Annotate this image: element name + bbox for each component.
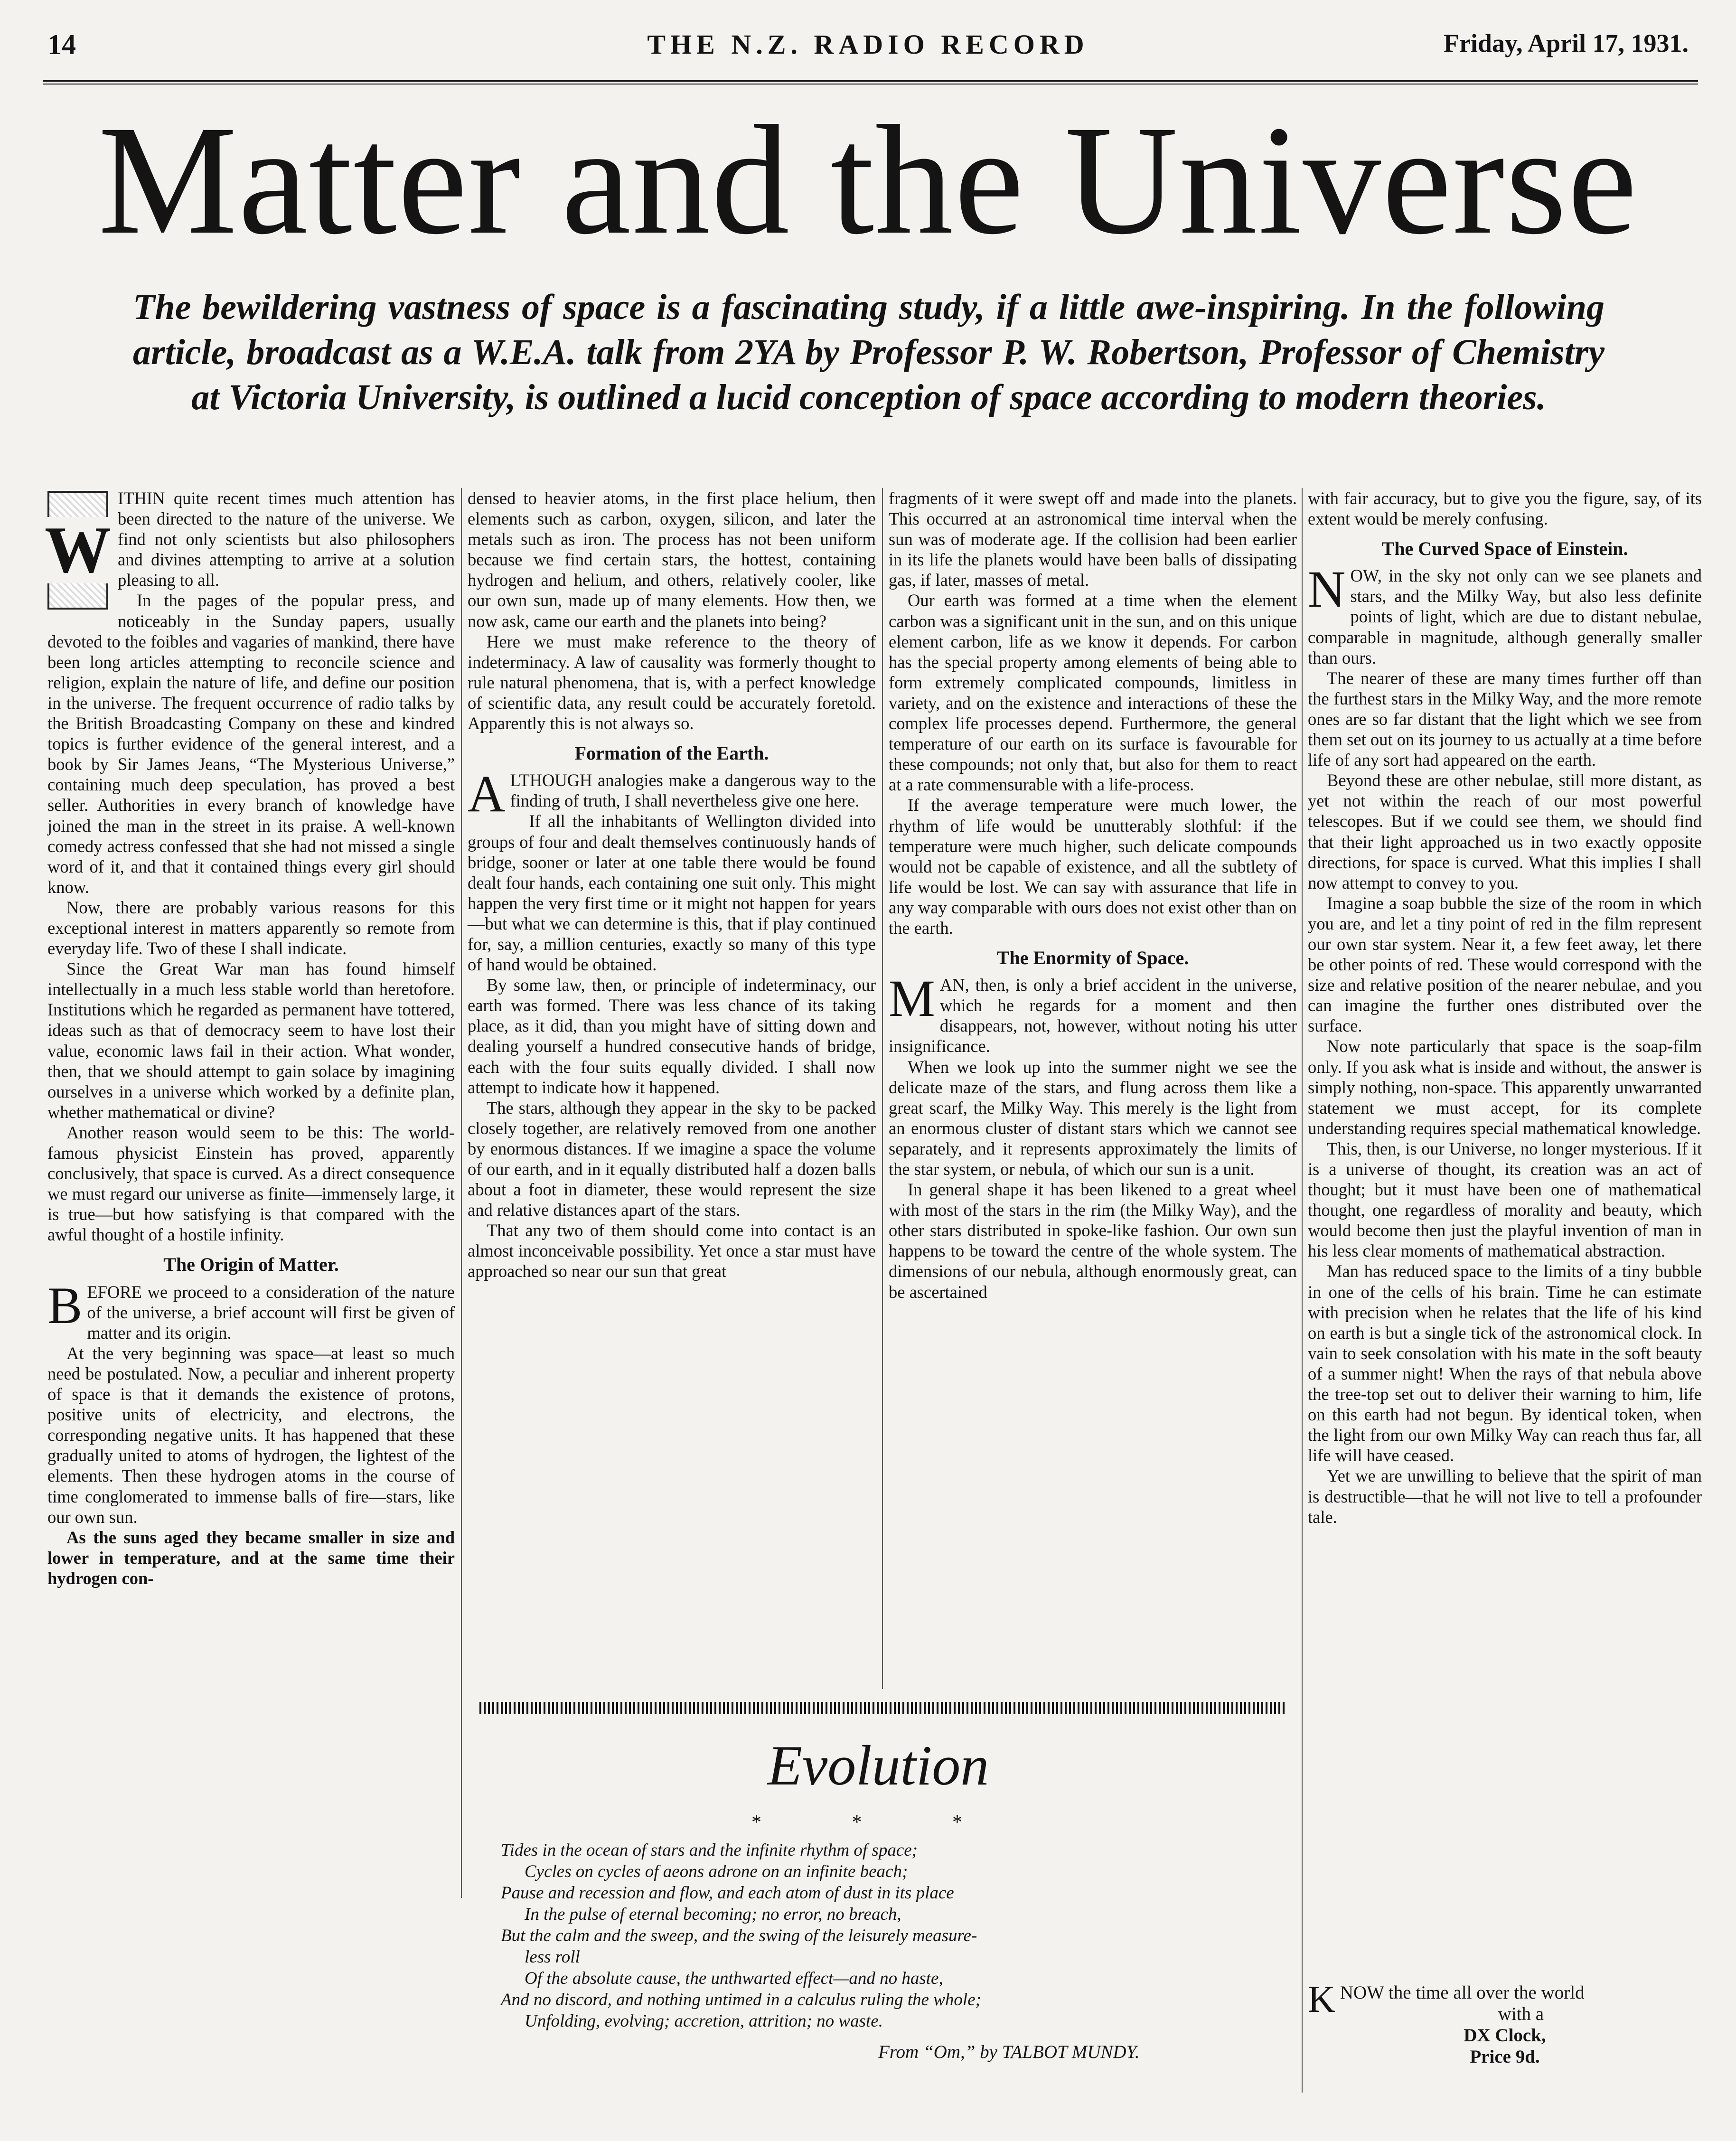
paragraph: Our earth was formed at a time when the element carbon was a significant unit in the sun, and on this unique element carbon, life as we know it depends. For carbon has the special property among elements of being able to form extremely complicated compounds, limitless in variety, and on the existence and interactions of these the complex life processes depend. Furthermore, the general temperature of our earth on its surface is favourable for these compounds; not only that, but also for them to react at a rate commensurable with a life-process. [889,591,1297,795]
column-rule [1302,488,1303,2093]
poem-line: Cycles on cycles of aeons adrone on an infinite beach; [525,1862,908,1881]
section-heading: Formation of the Earth. [574,742,769,764]
article-column-4 [1308,488,1702,1527]
poem-line: less roll [525,1947,580,1967]
paragraph: MAN, then, is only a brief accident in the universe, which he regards for a moment and then disappears, not, however, without noting his utter insignificance. [889,969,1297,1056]
poem-line: Pause and recession and flow, and each atom of dust in its place [501,1883,954,1903]
paragraph: ALTHOUGH analogies make a dangerous way to the finding of truth, I shall nevertheless give one here. [468,765,876,823]
paragraph: Man has reduced space to the limits of a tiny bubble in one of the cells of his brain. Time he can estimate with precision when he relates that the life of his kind on earth is but a single tick of the astronomical clock. In vain to seek consolation with his mate in the soft beauty of a summer night! When the rays of that nebula above the tree-top set out to deliver their warning to him, life on this earth had not begun. By identical token, when the light from our own Milky Way can reach thus far, all life will have ceased. [1308,1261,1702,1465]
section-heading: The Origin of Matter. [163,1254,339,1276]
paragraph: W ITHIN quite recent times much attention has been directed to the nature of the universe. We find not only scientists but also philosophers and divines attempting to arrive at a solution pleasing to all. [47,488,455,590]
article-column-2 [468,488,876,1282]
drop-cap: A [468,765,506,823]
paragraph: If all the inhabitants of Wellington divided into groups of four and dealt themselves continuously hands of bridge, sooner or later at one table there would be found dealt four hands, each containing one suit only. This might happen the very first time or it might not happen for years—but what we can determine is this, that if play continued for, say, a million centuries, exactly so many of this type of hand would be obtained. [468,811,876,975]
issue-date: Friday, April 17, 1931. [1443,29,1689,57]
poem-line: Of the absolute cause, the unthwarted effect—and no haste, [525,1969,943,1988]
paragraph: By some law, then, or principle of indeterminacy, our earth was formed. There was less chance of its taking place, as it did, than you might have of sitting down and dealing yourself a hundred consecutive hands of bridge, each with the four suits equally divided. I shall now attempt to indicate how it happened. [468,975,876,1097]
page-header [47,28,1689,71]
paragraph: Another reason would seem to be this: The world-famous physicist Einstein has proved, apparently conclusively, that space is curved. As a direct consequence we must regard our universe as finite—immensely large, it is true—but how satisfying is that compared with the awful thought of a hostile infinity. [47,1122,455,1245]
advert-line: KNOW the time all over the world [1308,1979,1585,2020]
poem-line: Tides in the ocean of stars and the infinite rhythm of space; [501,1841,918,1860]
paragraph: with fair accuracy, but to give you the figure, say, of its extent would be merely confusing. [1308,488,1702,529]
section-heading: The Curved Space of Einstein. [1381,538,1628,560]
poem-body [501,1840,1279,2032]
paragraph: fragments of it were swept off and made into the planets. This occurred at an astronomical time interval when the sun was of moderate age. If the collision had been earlier in its life the planets would have been balls of dissipating gas, if later, masses of metal. [889,488,1297,590]
column-rule [882,488,883,1689]
paragraph: NOW, in the sky not only can we see planets and stars, and the Milky Way, but also less definite points of light, which are due to distant nebulae, comparable in magnitude, although generally smaller than ours. [1308,560,1702,667]
poem-credit: From “Om,” by TALBOT MUNDY. [878,2042,1140,2062]
paragraph: densed to heavier atoms, in the first place helium, then elements such as carbon, oxygen, silicon, and later the metals such as iron. The process has not been uniform because we find certain stars, the hottest, containing hydrogen and helium, and others, relatively cooler, like our own sun, made up of many elements. How then, we now ask, came our earth and the planets into being? [468,488,876,631]
dx-clock-advert [1308,1979,1702,2067]
poem-line: In the pulse of eternal becoming; no error, no breach, [525,1905,901,1924]
poem-line: And no discord, and nothing untimed in a calculus ruling the whole; [501,1990,981,2010]
article-title: Matter and the Universe [98,94,1638,267]
paragraph: Now, there are probably various reasons for this exceptional interest in matters apparently so remote from everyday life. Two of these I shall indicate. [47,897,455,958]
article-column-1 [47,488,455,1588]
ornamental-divider [479,1702,1286,1714]
paragraph: When we look up into the summer night we see the delicate maze of the stars, and flung across them like a great scarf, the Milky Way. This merely is the light from an enormous cluster of distant stars which we cannot see separately, and it represents approximately the limits of the star system, or nebula, of which our sun is a unit. [889,1057,1297,1179]
advert-price: Price 9d. [1470,2047,1540,2067]
ornate-initial-w: W [47,491,108,610]
poem-title: Evolution [767,1734,989,1797]
paragraph: This, then, is our Universe, no longer mysterious. If it is a universe of thought, its creation was an act of thought; but it must have been one of mathematical thought, one regardless of morality and beauty, which would become then just the playful invention of man in his less clear moments of mathematical abstraction. [1308,1138,1702,1261]
paragraph: Beyond these are other nebulae, still more distant, as yet not within the reach of our most powerful telescopes. But if we could see them, we should find that their light approached us in two exactly opposite directions, for space is curved. What this implies I shall now attempt to convey to you. [1308,770,1702,892]
page-number: 14 [47,29,76,60]
paragraph: Now note particularly that space is the soap-film only. If you ask what is inside and without, the answer is simply nothing, non-space. This apparently unwarranted statement we must accept, for its complete understanding requires special mathematical knowledge. [1308,1036,1702,1138]
article-column-3 [889,488,1297,1302]
advert-line: with a [1498,2004,1544,2024]
paragraph: The nearer of these are many times further off than the furthest stars in the Milky Way, and the more remote ones are so far distant that the light which we see from them set out on its journey to us actually at a time before life of any sort had appeared on the earth. [1308,668,1702,770]
publication-name: THE N.Z. RADIO RECORD [647,29,1089,60]
paragraph: If the average temperature were much lower, the rhythm of life would be unutterably slothful: if the temperature were much higher, such delicate compounds would not be capable of existence, and all the subtlety of life would be lost. We can say with assurance that life in any way comparable with ours does not exist other than on the earth. [889,795,1297,938]
poem-line: Unfolding, evolving; accretion, attrition; no waste. [525,2011,883,2031]
drop-cap: M [889,969,935,1028]
drop-cap: B [47,1276,83,1334]
paragraph: Yet we are unwilling to believe that the spirit of man is destructible—that he will not live to tell a profounder tale. [1308,1466,1702,1527]
paragraph: Since the Great War man has found himself intellectually in a much less stable world than heretofore. Institutions which he regarded as permanent have tottered, ideas such as that of democracy seem to have lost their value, economic laws fail in their action. What wonder, then, that we should attempt to gain solace by imagining ourselves in a universe which worked by a definite plan, whether mathematical or divine? [47,959,455,1122]
column-rule [461,488,462,1898]
header-rule-thin [43,84,1698,85]
advert-product: DX Clock, [1464,2025,1546,2046]
poem-ornament: * * * [751,1812,1005,1833]
drop-cap: N [1308,560,1346,619]
poem-line: But the calm and the sweep, and the swing of the leisurely measure- [501,1926,977,1945]
paragraph: In general shape it has been likened to a great wheel with most of the stars in the rim (the Milky Way), and the other stars distributed in spoke-like fashion. Our own sun happens to be toward the centre of the whole system. The dimensions of our nebula, although enormously great, can be ascertained [889,1180,1297,1302]
drop-cap: K [1308,1979,1335,2020]
paragraph: Here we must make reference to the theory of indeterminacy. A law of causality was formerly thought to rule natural phenomena, that is, with a perfect knowledge of scientific data, any result could be accurately foretold. Apparently this is not always so. [468,631,876,733]
paragraph: Imagine a soap bubble the size of the room in which you are, and let a tiny point of red in the film represent our own star system. Near it, a few feet away, let there be other points of red. These would correspond with the size and relative position of the nearer nebulae, and you can imagine the further ones distributed over the surface. [1308,893,1702,1036]
paragraph: The stars, although they appear in the sky to be packed closely together, are relatively removed from one another by enormous distances. If we imagine a space the volume of our earth, and in it equally distributed half a dozen balls about a foot in diameter, these would represent the size and relative distances apart of the stars. [468,1098,876,1220]
paragraph: That any two of them should come into contact is an almost inconceivable possibility. Yet once a star must have approached so near our sun that great [468,1221,876,1281]
paragraph: At the very beginning was space—at least so much need be postulated. Now, a peculiar and inherent property of space is that it demands the existence of protons, positive units of electricity, and electrons, the corresponding negative units. It has happened that these gradually united to atoms of hydrogen, the lightest of the elements. Then these hydrogen atoms in the course of time conglomerated to immense balls of fire—stars, like our own sun. [47,1343,455,1527]
article-standfirst: The bewildering vastness of space is a fascinating study, if a little awe-inspiring. In the following article, broadcast as a W.E.A. talk from 2YA by Professor P. W. Robertson, Professor of Chemistry at Victoria University, is outlined a lucid conception of space according to modern theories. [133,287,1605,417]
header-rule [43,80,1698,82]
paragraph: As the suns aged they became smaller in size and lower in temperature, and at the same time their hydrogen con- [47,1527,455,1588]
section-heading: The Enormity of Space. [996,947,1189,969]
paragraph: In the pages of the popular press, and noticeably in the Sunday papers, usually devoted to the foibles and vagaries of mankind, there have been long articles attempting to reconcile science and religion, explain the nature of life, and define our position in the universe. The frequent occurrence of radio talks by the British Broadcasting Company on these and kindred topics is further evidence of the general interest, and a book by Sir James Jeans, “The Mysterious Universe,” containing much deep speculation, has proved a best seller. Authorities in every branch of knowledge have joined the man in the street in its praise. A well-known comedy actress confessed that she had not missed a single word of it, and that it contained things every girl should know. [47,591,455,897]
paragraph: BEFORE we proceed to a consideration of the nature of the universe, a brief account will first be given of matter and its origin. [47,1276,455,1343]
